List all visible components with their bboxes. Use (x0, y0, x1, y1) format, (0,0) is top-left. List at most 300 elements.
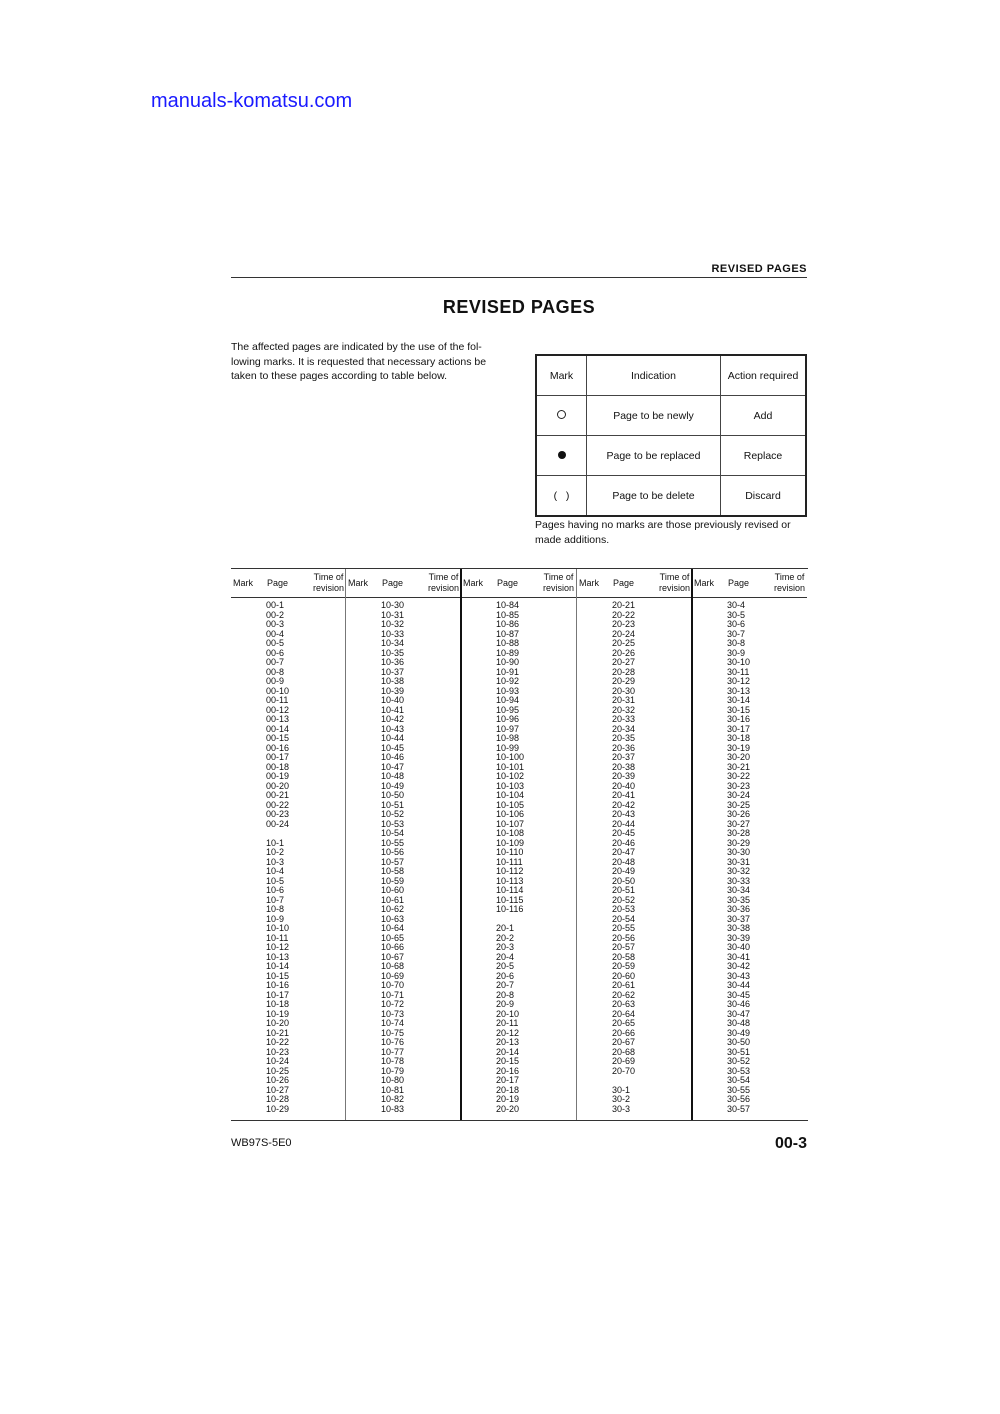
page-entry: 20-7 (496, 980, 515, 990)
marks-table (535, 354, 807, 517)
page-entry: 10-20 (266, 1018, 290, 1028)
page-entry: 10-9 (266, 913, 285, 924)
page-entry: 10-99 (496, 742, 520, 753)
page-entry: 30-34 (727, 885, 751, 895)
page-entry: 10-101 (496, 761, 525, 772)
page-entry: 10-113 (496, 875, 524, 886)
page-entry: 20-16 (496, 1065, 520, 1076)
page-entry: 10-79 (381, 1065, 405, 1076)
page-entry: 20-26 (612, 647, 636, 658)
page-entry: 20-52 (612, 894, 636, 905)
page-entry: 10-97 (496, 723, 520, 734)
page-entry: 20-50 (612, 875, 636, 886)
page-entry: 00-18 (266, 761, 290, 772)
page-entry: 10-89 (496, 647, 520, 658)
page-entry: 20-45 (612, 828, 636, 838)
page-entry: 10-107 (496, 818, 525, 829)
page-entry: 30-37 (727, 913, 751, 924)
page-entry: 30-43 (727, 970, 751, 981)
page-entry: 20-5 (496, 961, 515, 971)
marks-note: Pages having no marks are those previously revised or made additions. (535, 519, 791, 546)
page-entry: 20-30 (612, 685, 636, 696)
header-mark: Mark (233, 578, 253, 588)
page-entry: 10-109 (496, 837, 525, 848)
page-entry: 10-40 (381, 695, 405, 705)
page-entry: 10-12 (266, 942, 290, 952)
page-entry: 10-111 (496, 856, 523, 867)
page-entry: 10-6 (266, 885, 285, 895)
page-entry: 10-1 (266, 837, 285, 848)
page-entry: 20-44 (612, 818, 636, 829)
page-entry: 30-46 (727, 999, 751, 1009)
page-entry: 10-26 (266, 1075, 290, 1085)
action: Add (721, 396, 807, 436)
page-entry: 10-4 (266, 866, 285, 876)
page-entry: 10-116 (496, 904, 524, 914)
page-entry: 20-70 (612, 1065, 636, 1076)
page-entry: 10-30 (381, 600, 405, 610)
page-entry: 10-34 (381, 638, 405, 648)
page-entry: 20-13 (496, 1037, 520, 1047)
header-time-line1: Time of (774, 572, 805, 582)
marks-table-header (536, 355, 806, 396)
page-entry: 10-77 (381, 1046, 405, 1057)
page-entry: 10-96 (496, 714, 520, 724)
filled-circle-icon (558, 451, 566, 459)
page-entry: 00-22 (266, 799, 290, 810)
revision-header (231, 569, 346, 598)
page-entry: 20-36 (612, 742, 636, 753)
page-entry: 10-52 (381, 809, 405, 819)
page-entry: 10-14 (266, 961, 290, 971)
page-entry: 10-11 (266, 932, 289, 943)
page-entry: 30-22 (727, 771, 751, 781)
header-page: Page (267, 578, 289, 588)
page-entry: 30-36 (727, 904, 751, 914)
page-entry: 20-65 (612, 1018, 636, 1028)
page-entry: 20-3 (496, 942, 515, 952)
header-mark: Mark (579, 578, 599, 588)
page-entry: 20-11 (496, 1018, 519, 1028)
column-divider (576, 569, 577, 1120)
header-indication: Indication (587, 355, 721, 396)
header-page: Page (728, 578, 750, 588)
page-entry: 10-70 (381, 980, 405, 990)
page-entry: 10-71 (381, 989, 405, 1000)
page-entry: 10-60 (381, 885, 405, 895)
page-list (381, 601, 404, 1114)
header-time-line2: revision (658, 583, 690, 593)
page-entry: 30-6 (727, 619, 746, 629)
page-entry: 10-103 (496, 780, 525, 791)
page-entry: 20-2 (496, 932, 515, 943)
page-entry: 00-8 (266, 666, 285, 677)
page-entry: 30-31 (727, 856, 751, 867)
page-entry: 10-82 (381, 1094, 405, 1104)
page-entry: 20-67 (612, 1037, 636, 1047)
page-entry: 20-40 (612, 780, 636, 791)
page-entry: 10-75 (381, 1027, 405, 1038)
header-mark: Mark (463, 578, 483, 588)
page-entry: 10-24 (266, 1056, 290, 1066)
page-entry: 10-84 (496, 600, 520, 610)
page-entry: 20-51 (612, 885, 636, 895)
page-entry: 10-50 (381, 790, 405, 800)
page-entry: 30-33 (727, 875, 751, 886)
page-entry: 10-95 (496, 704, 520, 715)
page-entry: 10-88 (496, 638, 520, 648)
page-entry: 10-35 (381, 647, 405, 658)
page-entry: 10-104 (496, 790, 525, 800)
page-entry: 10-57 (381, 856, 405, 867)
running-header: REVISED PAGES (711, 263, 807, 275)
revision-header (577, 569, 692, 598)
header-time-line1: Time of (659, 572, 690, 582)
page-entry: 10-47 (381, 761, 405, 772)
page-entry: 10-15 (266, 970, 290, 981)
page-entry: 30-25 (727, 799, 751, 810)
page-entry: 10-22 (266, 1037, 290, 1047)
page-entry: 20-54 (612, 913, 636, 924)
page-entry: 30-51 (727, 1046, 751, 1057)
page-entry: 20-42 (612, 799, 636, 810)
page-entry: 10-21 (266, 1027, 290, 1038)
page-entry: 20-46 (612, 837, 636, 848)
revision-column-group (461, 569, 576, 1120)
page-entry: 00-15 (266, 733, 290, 743)
page-entry: 30-9 (727, 647, 746, 658)
page-entry: 30-35 (727, 894, 751, 905)
page-entry: 10-38 (381, 676, 405, 686)
page-entry: 10-78 (381, 1056, 405, 1066)
header-action: Action required (721, 355, 807, 396)
page-entry: 10-112 (496, 866, 524, 876)
page-entry: 30-26 (727, 809, 751, 819)
page-entry: 10-86 (496, 619, 520, 629)
page-entry: 30-45 (727, 989, 751, 1000)
header-rule (231, 277, 807, 278)
indication: Page to be delete (587, 476, 721, 517)
header-time-of-revision (659, 572, 690, 594)
watermark-link[interactable]: manuals-komatsu.com (151, 90, 353, 112)
page-entry: 00-5 (266, 638, 285, 648)
page-entry: 20-41 (612, 790, 636, 800)
page-entry: 00-6 (266, 647, 285, 658)
page-entry: 10-74 (381, 1018, 405, 1028)
page-entry: 20-55 (612, 923, 636, 933)
page-entry: 10-73 (381, 1008, 405, 1019)
header-time-line1: Time of (543, 572, 574, 582)
page-entry: 20-61 (612, 980, 636, 990)
page-entry: 10-53 (381, 818, 405, 829)
page-entry: 20-1 (496, 923, 515, 933)
page-entry: 20-18 (496, 1084, 520, 1095)
page-entry: 30-44 (727, 980, 751, 990)
revision-column-group (231, 569, 346, 1120)
page-entry: 10-72 (381, 999, 405, 1009)
page-entry: 10-56 (381, 847, 405, 857)
page-entry: 30-23 (727, 780, 751, 791)
page-entry: 30-28 (727, 828, 751, 838)
page-entry: 10-67 (381, 951, 405, 962)
page-entry: 00-4 (266, 628, 285, 639)
page-entry: 10-94 (496, 695, 520, 705)
page-entry: 30-5 (727, 609, 746, 620)
page-entry: 00-23 (266, 809, 290, 819)
page-entry: 10-68 (381, 961, 405, 971)
page-entry: 10-91 (496, 666, 520, 677)
column-divider (460, 569, 462, 1120)
page-entry: 10-41 (381, 704, 405, 715)
page-entry: 30-19 (727, 742, 751, 753)
page-entry: 10-98 (496, 733, 520, 743)
page-list (266, 601, 289, 1114)
page-entry: 00-20 (266, 780, 290, 791)
page-entry: 30-47 (727, 1008, 751, 1019)
page-entry: 30-16 (727, 714, 751, 724)
page-entry: 30-42 (727, 961, 751, 971)
page-entry: 10-44 (381, 733, 405, 743)
page-entry: 30-14 (727, 695, 751, 705)
header-mark: Mark (694, 578, 714, 588)
page-entry: 00-7 (266, 657, 285, 667)
indication: Page to be newly (587, 396, 721, 436)
page-entry: 30-40 (727, 942, 751, 952)
page-entry: 30-38 (727, 923, 751, 933)
revision-header (461, 569, 576, 598)
page-entry: 10-8 (266, 904, 285, 914)
page-entry: 10-102 (496, 771, 525, 781)
page-entry: 20-23 (612, 619, 636, 629)
page-entry: 10-83 (381, 1103, 405, 1114)
page-entry: 10-3 (266, 856, 285, 867)
page-entry: 10-115 (496, 894, 524, 905)
page-entry: 20-4 (496, 951, 515, 962)
page-entry: 10-5 (266, 875, 285, 886)
page-entry: 30-4 (727, 600, 746, 610)
page-entry: 20-38 (612, 761, 636, 772)
page-entry: 30-54 (727, 1075, 751, 1085)
page-entry: 10-81 (381, 1084, 405, 1095)
page-entry: 10-87 (496, 628, 520, 639)
header-time-line1: Time of (428, 572, 459, 582)
page-entry: 10-48 (381, 771, 405, 781)
action: Discard (721, 476, 807, 517)
page-entry: 10-49 (381, 780, 405, 791)
page-entry: 00-11 (266, 695, 289, 705)
header-time-line2: revision (312, 583, 344, 593)
page-entry: 20-68 (612, 1046, 636, 1057)
page-entry: 30-41 (727, 951, 751, 962)
revision-header (346, 569, 461, 598)
page-entry: 30-57 (727, 1103, 751, 1114)
header-mark: Mark (348, 578, 368, 588)
page-entry: 10-92 (496, 676, 520, 686)
marks-row (536, 476, 806, 517)
page-entry: 30-3 (612, 1103, 631, 1114)
page-entry: 10-10 (266, 923, 290, 933)
action: Replace (721, 436, 807, 476)
page-entry: 30-13 (727, 685, 751, 696)
page-entry: 20-17 (496, 1075, 520, 1085)
page-entry: 10-45 (381, 742, 405, 753)
page-entry: 10-25 (266, 1065, 290, 1076)
page-entry: 10-100 (496, 752, 525, 762)
revision-column-group (577, 569, 692, 1120)
page-entry: 20-32 (612, 704, 636, 715)
page-entry: 10-63 (381, 913, 405, 924)
page-entry: 20-43 (612, 809, 636, 819)
page-entry: 10-110 (496, 847, 524, 857)
page-entry: 30-55 (727, 1084, 751, 1095)
page-entry: 20-63 (612, 999, 636, 1009)
intro-text: The affected pages are indicated by the use of the fol-lowing marks. It is requested that necessary actions be taken to these pages according to table below. (231, 341, 487, 382)
page-entry: 20-6 (496, 970, 515, 981)
page-entry: 10-16 (266, 980, 290, 990)
page-entry: 20-49 (612, 866, 636, 876)
page-entry: 20-19 (496, 1094, 520, 1104)
page-entry: 20-21 (612, 600, 636, 610)
page-entry: 10-18 (266, 999, 290, 1009)
page-entry: 20-8 (496, 989, 515, 1000)
page-entry: 30-56 (727, 1094, 751, 1104)
page-entry: 20-64 (612, 1008, 636, 1019)
page-entry: 00-2 (266, 609, 285, 620)
page-entry: 20-10 (496, 1008, 520, 1019)
page-entry: 10-13 (266, 951, 290, 962)
page-entry: 10-65 (381, 932, 405, 943)
page-entry: 30-52 (727, 1056, 751, 1066)
page-entry: 00-19 (266, 771, 290, 781)
page-entry: 10-27 (266, 1084, 290, 1095)
page-entry: 30-2 (612, 1094, 631, 1104)
page-entry: 30-17 (727, 723, 751, 734)
page-entry: 10-90 (496, 657, 520, 667)
page-entry: 10-42 (381, 714, 405, 724)
page-entry: 10-32 (381, 619, 405, 629)
page-entry: 10-54 (381, 828, 405, 838)
page-entry: 30-7 (727, 628, 746, 639)
page-entry: 10-33 (381, 628, 405, 639)
header-time-line2: revision (427, 583, 459, 593)
page-entry: 30-1 (612, 1084, 631, 1095)
indication: Page to be replaced (587, 436, 721, 476)
column-divider (345, 569, 346, 1120)
page-entry: 20-20 (496, 1103, 520, 1114)
page-entry: 20-25 (612, 638, 636, 648)
header-time-line2: revision (773, 583, 805, 593)
page-entry: 10-61 (381, 894, 405, 905)
page-entry: 10-85 (496, 609, 520, 620)
page-entry: 30-32 (727, 866, 751, 876)
page-entry: 20-59 (612, 961, 636, 971)
page-entry: 10-37 (381, 666, 405, 677)
page-entry: 10-59 (381, 875, 405, 886)
page-entry: 20-33 (612, 714, 636, 724)
revision-column-group (692, 569, 807, 1120)
header-time-of-revision (774, 572, 805, 594)
page-entry: 20-35 (612, 733, 636, 743)
page-entry: 20-37 (612, 752, 636, 762)
page-entry: 10-76 (381, 1037, 405, 1047)
header-page: Page (613, 578, 635, 588)
page-entry: 10-80 (381, 1075, 405, 1085)
page-entry: 00-14 (266, 723, 290, 734)
page-entry: 10-2 (266, 847, 285, 857)
page-entry: 00-21 (266, 790, 290, 800)
page-entry: 30-11 (727, 666, 750, 677)
page-entry: 10-17 (266, 989, 290, 1000)
page-entry: 20-62 (612, 989, 636, 1000)
page-entry: 30-10 (727, 657, 751, 667)
page-entry: 10-105 (496, 799, 525, 810)
page-entry: 00-16 (266, 742, 290, 753)
page-entry: 20-66 (612, 1027, 636, 1038)
page-entry: 30-27 (727, 818, 751, 829)
header-page: Page (382, 578, 404, 588)
page-entry: 10-69 (381, 970, 405, 981)
page-entry: 10-62 (381, 904, 405, 914)
page-entry: 10-114 (496, 885, 524, 895)
page-title: REVISED PAGES (442, 297, 596, 317)
header-time-of-revision (543, 572, 574, 594)
page-entry: 20-9 (496, 999, 515, 1009)
page-entry: 10-36 (381, 657, 405, 667)
page-entry: 10-29 (266, 1103, 290, 1114)
page-entry: 20-48 (612, 856, 636, 867)
page-entry: 30-15 (727, 704, 751, 715)
page-list (496, 601, 524, 1114)
page-entry: 20-56 (612, 932, 636, 943)
page-entry: 10-7 (266, 894, 285, 905)
page-entry: 00-1 (266, 600, 285, 610)
page-entry: 20-31 (612, 695, 636, 705)
page-entry: 30-21 (727, 761, 751, 772)
header-time-of-revision (313, 572, 344, 594)
page-entry: 20-24 (612, 628, 636, 639)
page-entry: 10-31 (381, 609, 405, 620)
page-entry: 30-30 (727, 847, 751, 857)
page-entry: 10-108 (496, 828, 525, 838)
page-list (727, 601, 750, 1114)
marks-row (536, 396, 806, 436)
page-entry: 00-9 (266, 676, 285, 686)
page-entry: 20-47 (612, 847, 636, 857)
mark-parentheses: ( ) (536, 476, 587, 517)
page-entry: 20-29 (612, 676, 636, 686)
page-entry: 10-51 (381, 799, 405, 810)
page-entry: 10-55 (381, 837, 405, 848)
model-code: WB97S-5E0 (231, 1137, 292, 1149)
page-entry: 10-19 (266, 1008, 290, 1019)
page-entry: 30-48 (727, 1018, 751, 1028)
page-entry: 20-12 (496, 1027, 520, 1038)
page-entry: 00-12 (266, 704, 290, 715)
page-entry: 20-22 (612, 609, 636, 620)
open-circle-icon (557, 410, 566, 419)
page-entry: 30-24 (727, 790, 751, 800)
page-entry: 30-39 (727, 932, 751, 943)
page-entry: 10-28 (266, 1094, 290, 1104)
header-time-line1: Time of (313, 572, 344, 582)
revision-header (692, 569, 807, 598)
page-entry: 20-57 (612, 942, 636, 952)
page-entry: 30-20 (727, 752, 751, 762)
page-entry: 00-17 (266, 752, 290, 762)
page-list (612, 601, 635, 1114)
revision-table (231, 568, 808, 1121)
page-entry: 10-23 (266, 1046, 290, 1057)
